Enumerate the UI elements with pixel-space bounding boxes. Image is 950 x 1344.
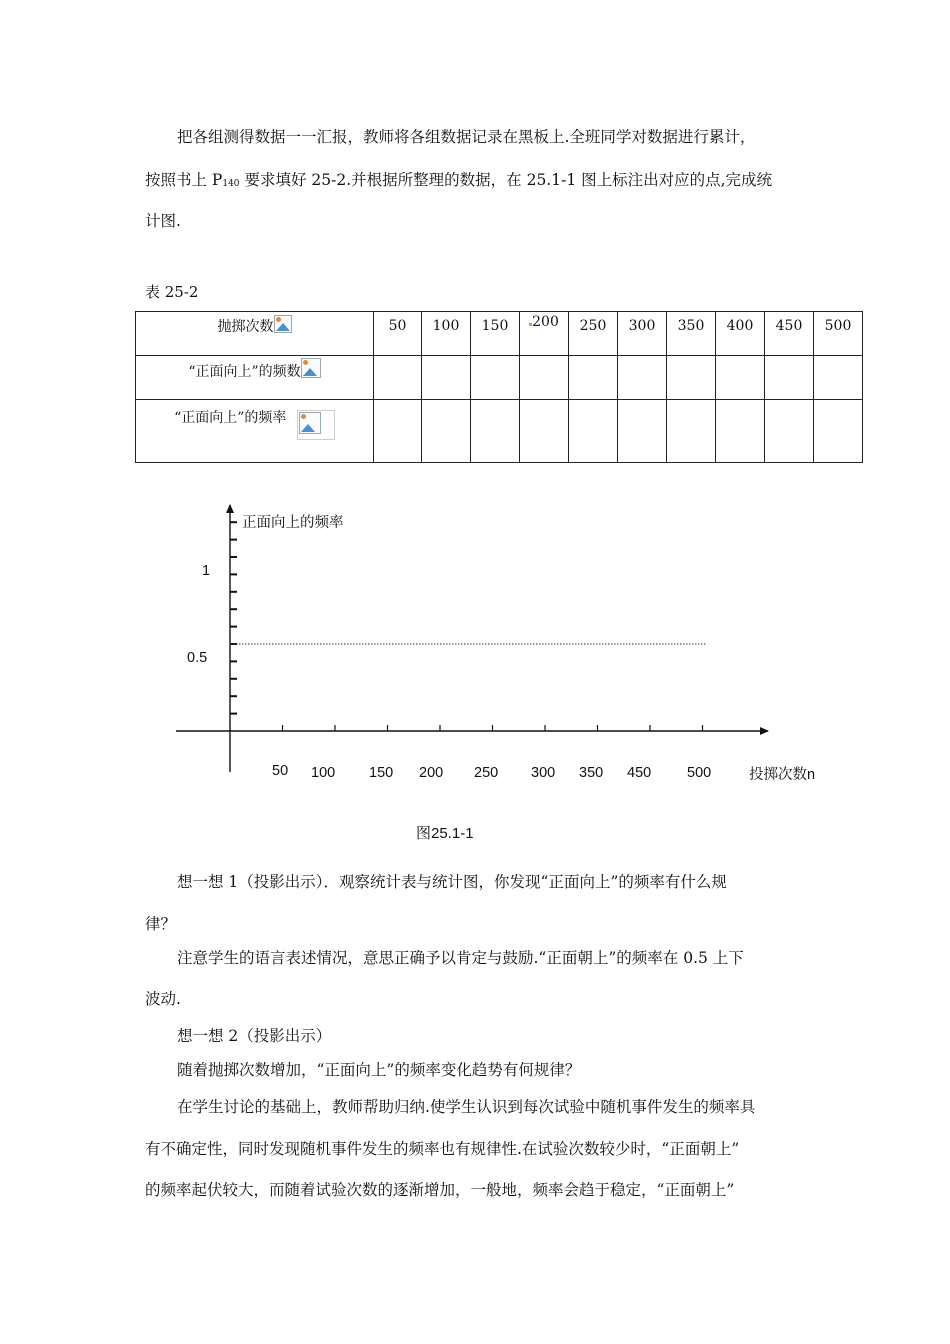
x-tick-label: 300	[531, 765, 556, 781]
note-line-2: 波动.	[145, 990, 181, 1008]
x-tick-label: 500	[687, 765, 712, 781]
x-tick-label: 450	[627, 765, 652, 781]
intro-line-1: 把各组测得数据一一汇报，教师将各组数据记录在黑板上.全班同学对数据进行累计，	[177, 128, 756, 146]
page-subscript: 140	[222, 179, 240, 189]
column-value: 400	[726, 318, 754, 334]
figure-caption: 图25.1-1	[416, 825, 474, 842]
summary-line-1: 在学生讨论的基础上，教师帮助归纳.使学生认识到每次试验中随机事件发生的频率具	[177, 1098, 756, 1116]
think2-question: 随着抛掷次数增加，“正面向上”的频率变化趋势有何规律？	[177, 1061, 581, 1079]
x-tick-label: 250	[474, 765, 499, 781]
x-tick-label: 350	[579, 765, 604, 781]
think1-line-1: 想一想 1（投影出示）．观察统计表与统计图，你发现“正面向上”的频率有什么规	[177, 873, 727, 891]
column-value: 500	[824, 318, 852, 334]
y-axis-title: 正面向上的频率	[242, 515, 344, 531]
think2-title: 想一想 2（投影出示）	[177, 1027, 332, 1045]
column-value: 250	[579, 318, 607, 334]
column-value: 450	[775, 318, 803, 334]
row-header-count: “正面向上”的频数	[188, 364, 301, 380]
summary-line-3: 的频率起伏较大，而随着试验次数的逐渐增加，一般地，频率会趋于稳定，“正面朝上”	[145, 1181, 735, 1199]
x-tick-label: 200	[419, 765, 444, 781]
intro-line-2-end: 要求填好 25-2.并根据所整理的数据，在 25.1-1 图上标注出对应的点,完成统	[239, 171, 773, 189]
x-axis-title: 投掷次数n	[749, 767, 816, 783]
column-value: 200	[532, 314, 559, 330]
column-value: 350	[677, 318, 705, 334]
x-tick-label: 150	[369, 765, 394, 781]
row-header-rate: “正面向上”的频率	[174, 410, 287, 426]
column-value: 150	[481, 318, 509, 334]
think1-line-2: 律？	[145, 915, 177, 933]
column-value: 100	[432, 318, 460, 334]
intro-line-3: 计图.	[145, 212, 181, 230]
column-value: 300	[628, 318, 656, 334]
intro-line-2-start: 按照书上 P	[145, 171, 223, 189]
x-tick-label: 50	[272, 763, 289, 779]
table-caption: 表 25-2	[145, 283, 199, 301]
y-tick-label-0-5: 0.5	[187, 650, 208, 666]
note-line-1: 注意学生的语言表述情况，意思正确予以肯定与鼓励.“正面朝上”的频率在 0.5 上下	[177, 949, 744, 967]
column-value: 50	[388, 318, 407, 334]
summary-line-2: 有不确定性，同时发现随机事件发生的频率也有规律性.在试验次数较少时，“正面朝上”	[145, 1140, 740, 1158]
row-header-throws: 抛掷次数	[217, 319, 274, 335]
x-tick-label: 100	[311, 765, 336, 781]
y-tick-label-1: 1	[202, 563, 211, 579]
